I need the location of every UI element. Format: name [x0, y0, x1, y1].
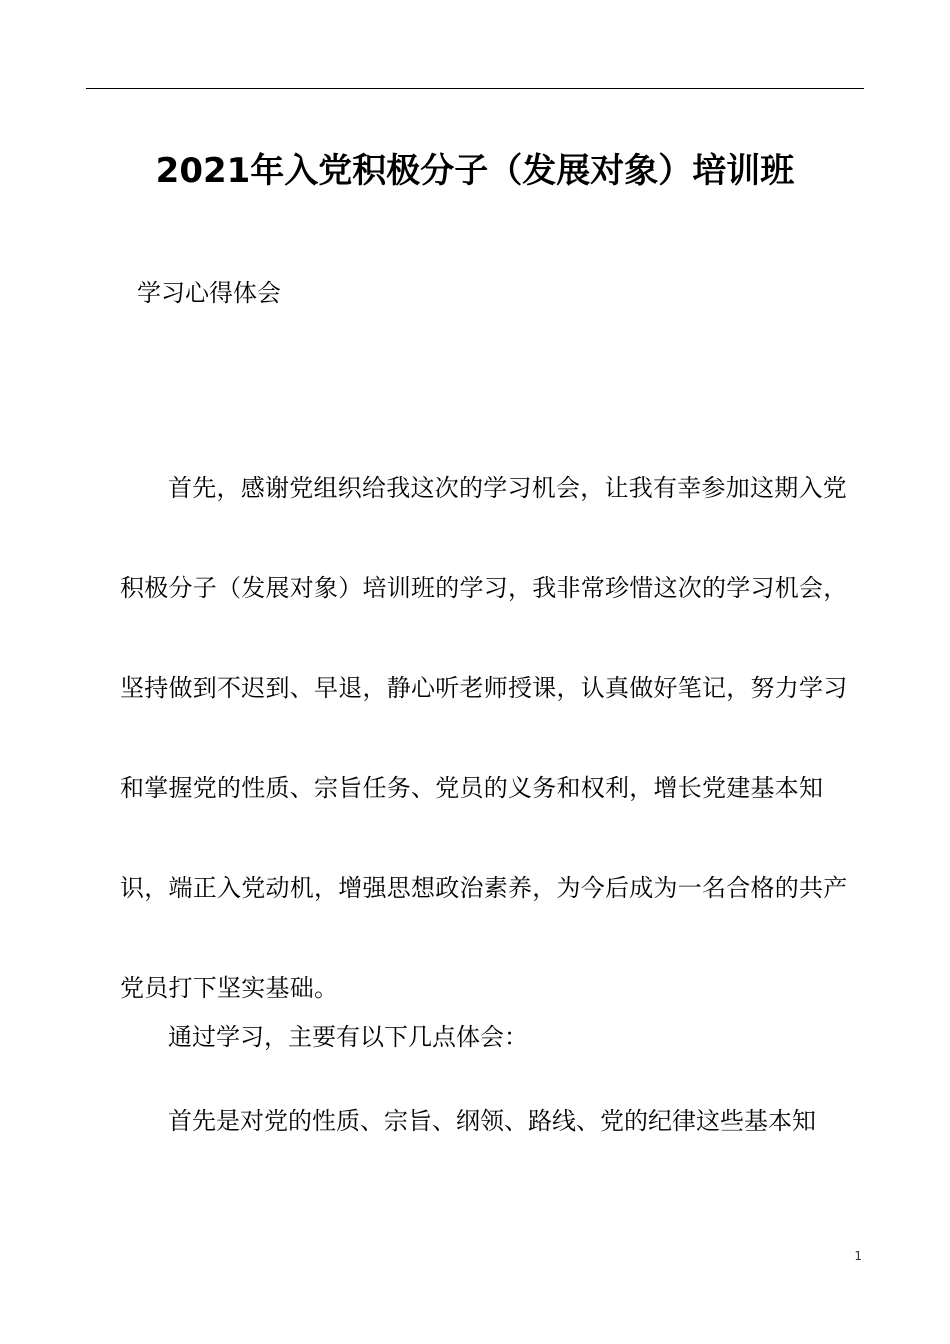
document-title: 2021年入党积极分子（发展对象）培训班 [155, 151, 795, 191]
page-number: 1 [854, 1249, 862, 1263]
paragraph-lead: 通过学习，主要有以下几点体会： [168, 1023, 528, 1051]
document-subtitle: 学习心得体会 [137, 279, 281, 307]
paragraph-first-point: 首先是对党的性质、宗旨、纲领、路线、党的纪律这些基本知 [168, 1107, 816, 1135]
paragraph-intro: 首先，感谢党组织给我这次的学习机会，让我有幸参加这期入党积极分子（发展对象）培训班的学习，我非常珍惜这次的学习机会，坚持做到不迟到、早退，静心听老师授课，认真做好笔记，努力学习和掌握党的性质、宗旨任务、党员的义务和权利，增长党建基本知识，端正入党动机，增强思想政治素养，为今后成为一名合格的共产党员打下坚实基础。 [120, 474, 848, 1002]
header-rule [86, 88, 864, 89]
